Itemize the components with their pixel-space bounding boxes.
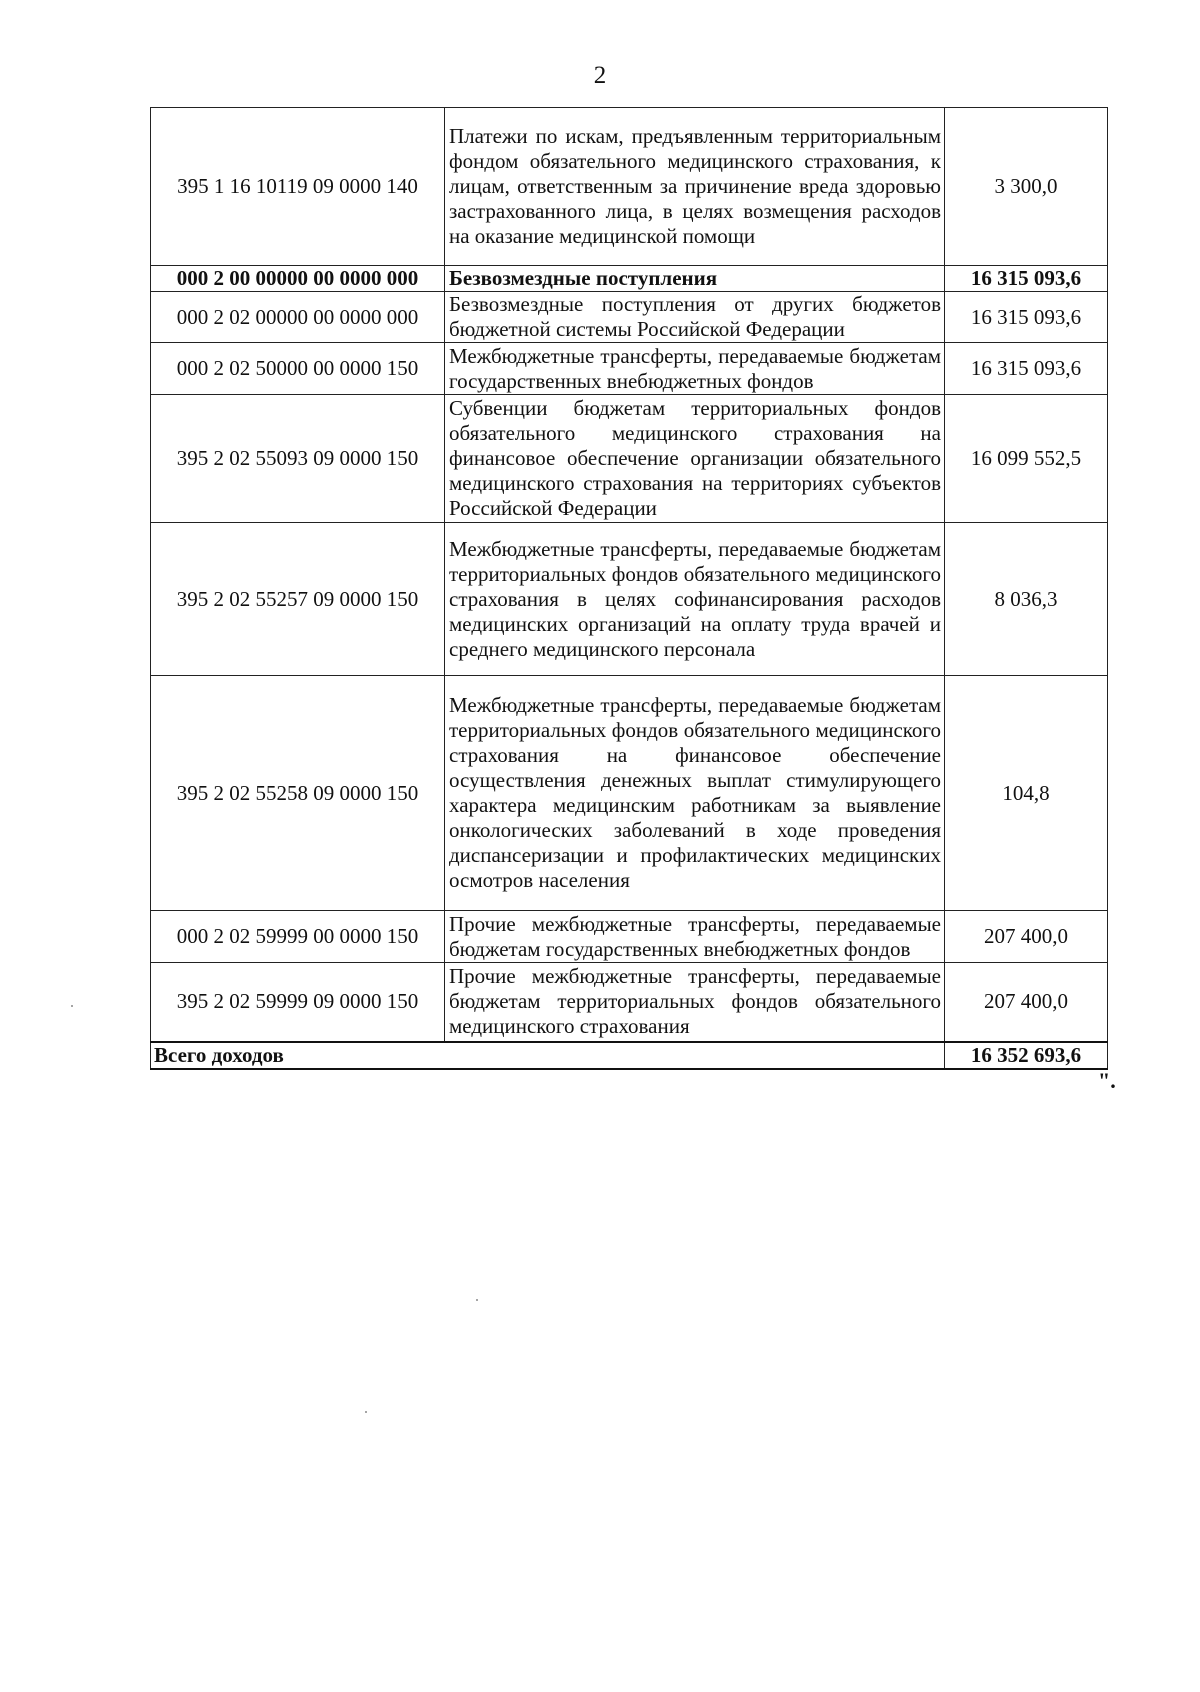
page-number: 2	[593, 62, 607, 89]
revenue-description: Платежи по искам, предъявленным территориальным фондом обязательного медицинского страхования, к лицам, ответственным за причинение вреда здоровью застрахованного лица, в целях возмещения расходов на оказание медицинской помощи	[445, 108, 945, 266]
revenue-amount: 207 400,0	[945, 963, 1108, 1042]
budget-code: 000 2 02 00000 00 0000 000	[151, 292, 445, 343]
table-row	[151, 343, 1108, 395]
budget-code: 395 2 02 55257 09 0000 150	[151, 523, 445, 676]
revenue-amount: 16 315 093,6	[945, 266, 1108, 292]
revenue-description: Межбюджетные трансферты, передаваемые бюджетам территориальных фондов обязательного медицинского страхования в целях софинансирования расходов медицинских организаций на оплату труда врачей и среднего медицинского персонала	[445, 523, 945, 676]
table-row	[151, 911, 1108, 963]
scan-speck	[365, 1411, 367, 1413]
total-amount: 16 352 693,6	[945, 1042, 1108, 1069]
revenue-amount: 16 099 552,5	[945, 395, 1108, 523]
revenue-amount: 8 036,3	[945, 523, 1108, 676]
revenue-amount: 16 315 093,6	[945, 343, 1108, 395]
revenue-description: Межбюджетные трансферты, передаваемые бюджетам территориальных фондов обязательного медицинского страхования на финансовое обеспечение осуществления денежных выплат стимулирующего характера медицинским работникам за выявление онкологических заболеваний в ходе проведения диспансеризации и профилактических медицинских осмотров населения	[445, 676, 945, 911]
table-row	[151, 676, 1108, 911]
revenue-description: Межбюджетные трансферты, передаваемые бюджетам государственных внебюджетных фондов	[445, 343, 945, 395]
budget-code: 000 2 02 59999 00 0000 150	[151, 911, 445, 963]
revenue-amount: 16 315 093,6	[945, 292, 1108, 343]
table-row	[151, 266, 1108, 292]
revenue-description: Безвозмездные поступления от других бюджетов бюджетной системы Российской Федерации	[445, 292, 945, 343]
budget-code: 000 2 02 50000 00 0000 150	[151, 343, 445, 395]
scan-speck	[71, 1005, 73, 1007]
total-row	[151, 1042, 1108, 1069]
budget-code: 000 2 00 00000 00 0000 000	[151, 266, 445, 292]
table-row	[151, 108, 1108, 266]
scan-speck	[476, 1299, 478, 1301]
table-row	[151, 395, 1108, 523]
closing-quote-mark: ".	[1098, 1068, 1116, 1093]
revenue-description: Прочие межбюджетные трансферты, передаваемые бюджетам территориальных фондов обязательного медицинского страхования	[445, 963, 945, 1042]
revenue-description: Прочие межбюджетные трансферты, передаваемые бюджетам государственных внебюджетных фондов	[445, 911, 945, 963]
revenue-amount: 207 400,0	[945, 911, 1108, 963]
revenue-description: Субвенции бюджетам территориальных фондов обязательного медицинского страхования на финансовое обеспечение организации обязательного медицинского страхования на территориях субъектов Российской Федерации	[445, 395, 945, 523]
revenue-description: Безвозмездные поступления	[445, 266, 945, 292]
table-row	[151, 523, 1108, 676]
budget-code: 395 2 02 55093 09 0000 150	[151, 395, 445, 523]
table-row	[151, 963, 1108, 1042]
budget-code: 395 1 16 10119 09 0000 140	[151, 108, 445, 266]
revenue-table	[150, 107, 1108, 1070]
budget-code: 395 2 02 55258 09 0000 150	[151, 676, 445, 911]
revenue-amount: 104,8	[945, 676, 1108, 911]
budget-code: 395 2 02 59999 09 0000 150	[151, 963, 445, 1042]
total-label: Всего доходов	[151, 1042, 945, 1069]
revenue-amount: 3 300,0	[945, 108, 1108, 266]
table-row	[151, 292, 1108, 343]
